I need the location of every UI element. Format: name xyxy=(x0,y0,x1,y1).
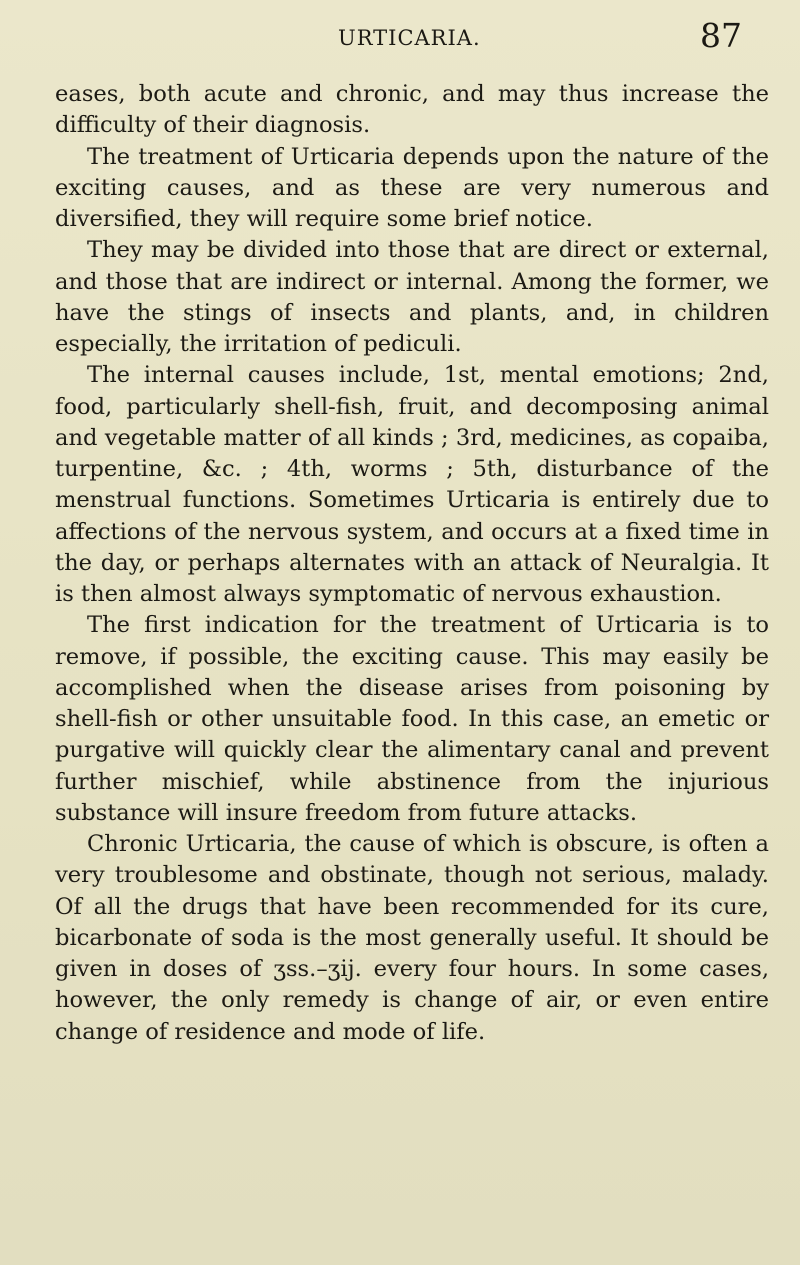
body-text xyxy=(55,79,769,1048)
running-head-title: URTICARIA. xyxy=(338,26,481,50)
paragraph-internal-causes: The internal causes include, 1st, mental emotions; 2nd, food, particularly shell-fish, fruit, and decomposing animal and vegetable matter of all kinds ; 3rd, medicines, as copaiba, turpentine, &c. ; 4th, worms ; 5th, disturbance of the menstrual functions. Sometimes Urticaria is entirely due to affections of the nervous system, and occurs at a fixed time in the day, or perhaps alternates with an attack of Neuralgia. It is then almost always symptomatic of nervous exhaustion. xyxy=(55,362,769,607)
paragraph-treatment: The treatment of Urticaria depends upon the nature of the exciting causes, and as these are very numerous and diversified, they will require some brief notice. xyxy=(55,143,769,232)
paragraph-chronic-urticaria: Chronic Urticaria, the cause of which is obscure, is often a very troublesome and obstinate, though not serious, malady. Of all the drugs that have been recommended for its cure, bicarbonate of soda is the most generally useful. It should be given in doses of ʒss.–ʒij. every four hours. In some cases, however, the only remedy is change of air, or even entire change of residence and mode of life. xyxy=(55,831,769,1045)
paragraph-external-causes: They may be divided into those that are direct or external, and those that are indirect or internal. Among the former, we have the stings of insects and plants, and, in children especially, the irritation of pediculi. xyxy=(55,237,769,357)
paragraph-continuation: eases, both acute and chronic, and may thus increase the difficulty of their diagnosis. xyxy=(55,81,769,139)
running-head xyxy=(0,16,800,56)
paragraph-first-indication: The first indication for the treatment of Urticaria is to remove, if possible, the exciting cause. This may easily be accomplished when the disease arises from poisoning by shell-fish or other unsuitable food. In this case, an emetic or purgative will quickly clear the alimentary canal and prevent further mischief, while abstinence from the injurious substance will insure freedom from future attacks. xyxy=(55,612,769,826)
page-number: 87 xyxy=(700,16,742,55)
